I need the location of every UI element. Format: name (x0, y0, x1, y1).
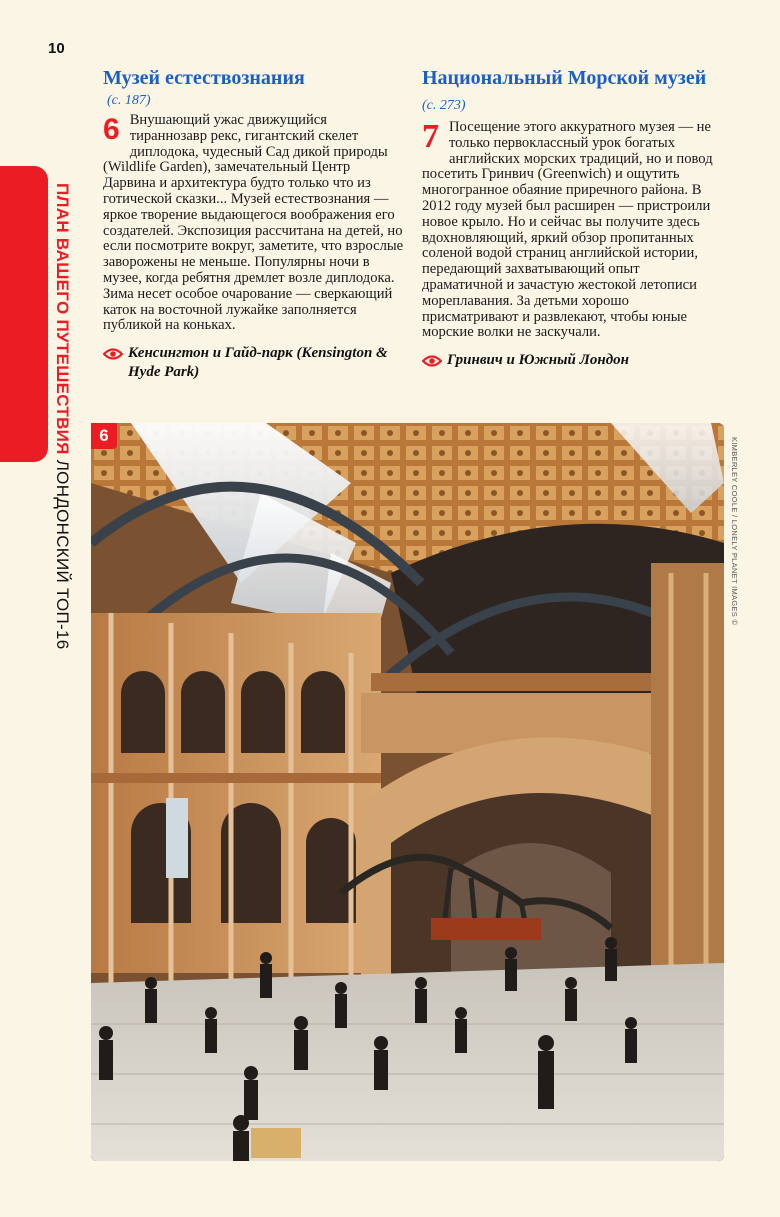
section-national-maritime-museum (422, 66, 724, 370)
section-number: 7 (422, 118, 439, 155)
page-reference: (с. 273) (422, 98, 466, 113)
museum-hall-photo (91, 423, 724, 1161)
side-tab-bold: ПЛАН ВАШЕГО ПУТЕШЕСТВИЯ (53, 183, 72, 455)
photo-credit: KIMBERLEY COOLE / LONELY PLANET IMAGES © (730, 437, 739, 626)
section-body (103, 113, 405, 334)
location-line (103, 344, 405, 382)
section-title (422, 66, 724, 118)
side-tab (0, 166, 48, 462)
location-line (422, 351, 724, 370)
section-number: 6 (103, 113, 120, 146)
location-text: Гринвич и Южный Лондон (447, 352, 630, 369)
section-body (422, 120, 724, 341)
location-text: Кенсингтон и Гайд-парк (Kensington & Hyde Park) (128, 345, 388, 381)
photo-number-badge: 6 (91, 423, 117, 449)
section-title-text: Музей естествознания (103, 67, 305, 89)
section-natural-history-museum (103, 66, 405, 382)
section-title (103, 66, 405, 91)
eye-icon (422, 354, 442, 368)
side-tab-regular: ЛОНДОНСКИЙ ТОП-16 (53, 454, 72, 650)
eye-icon (103, 347, 123, 361)
section-text: Внушающий ужас движущийся тираннозавр рекс, гигантский скелет диплодока, чудесный Сад дикой природы (Wildlife Garden), замечательный Центр Дарвина и архитектура будто только что из готической сказки... Музей естествознания — яркое творение выдающегося воображения его создателей. Экспозиция рассчитана на детей, но если посмотрите вокруг, заметите, что взрослые заворожены не меньше. Популярны ночи в музее, когда ребятня дремлет возле диплодока. Зима несет особое очарование — сверкающий каток на восточной лужайке заполняется публикой на коньках. (103, 112, 404, 334)
section-title-text: Национальный Морской музей (422, 67, 707, 89)
page-reference: (с. 187) (107, 93, 151, 108)
side-tab-label (52, 183, 72, 649)
page-number: 10 (48, 40, 65, 57)
section-text: Посещение этого аккуратного музея — не только первоклассный урок богатых английских морских традиций, но и повод посетить Гринвич (Greenwich) и ощутить многогранное обаяние приречного района. В 2012 году музей был расширен — пристроили новое крыло. Но и сейчас вы получите здесь вдохновляющий, яркий обзор пропитанных соленой водой страниц английской истории, передающий захватывающий опыт драматичной и зачастую жестокой летописи мореплавания. За детьми хорошо присматривают и развлекают, чтобы юные морские волки не заскучали. (422, 119, 713, 341)
